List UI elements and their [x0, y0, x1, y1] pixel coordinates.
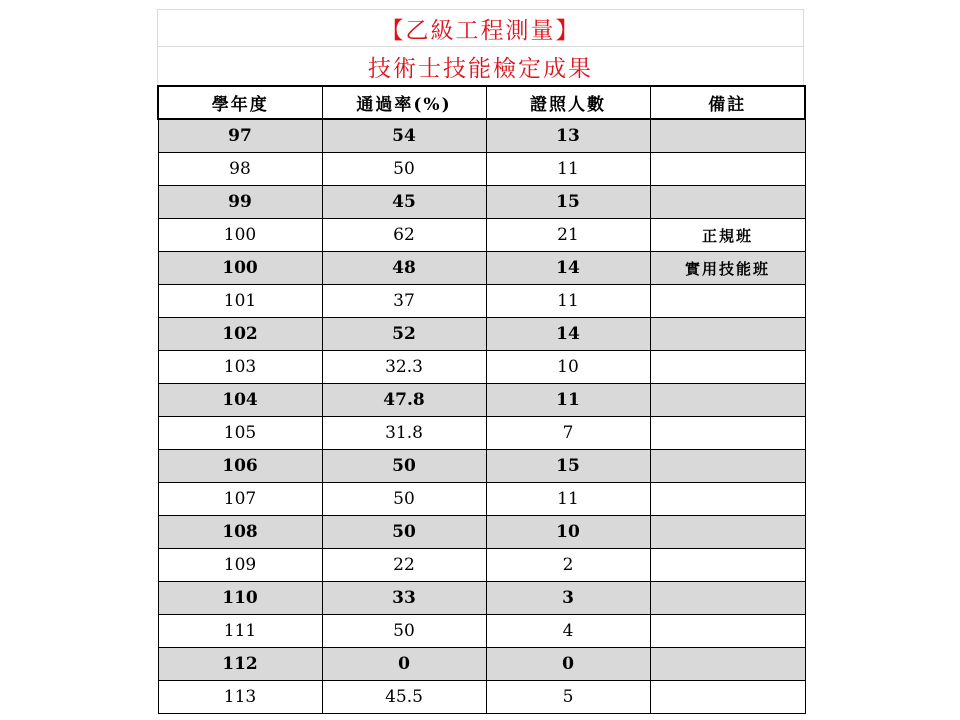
cell-year: 110 [158, 582, 322, 615]
cell-remarks [650, 549, 805, 582]
cell-year: 108 [158, 516, 322, 549]
cell-year: 105 [158, 417, 322, 450]
cell-pass-rate: 54 [322, 119, 486, 153]
cell-remarks [650, 648, 805, 681]
cell-year: 106 [158, 450, 322, 483]
cell-year: 111 [158, 615, 322, 648]
cell-pass-rate: 50 [322, 450, 486, 483]
cell-year: 101 [158, 285, 322, 318]
spreadsheet [157, 9, 804, 714]
cell-certificate-count: 5 [486, 681, 650, 714]
table-row [158, 450, 805, 483]
cell-year: 112 [158, 648, 322, 681]
cell-pass-rate: 31.8 [322, 417, 486, 450]
cell-remarks [650, 285, 805, 318]
cell-certificate-count: 10 [486, 516, 650, 549]
cell-year: 102 [158, 318, 322, 351]
table-row [158, 648, 805, 681]
header-pass-rate: 通過率(%) [322, 86, 486, 119]
cell-remarks [650, 516, 805, 549]
cell-pass-rate: 22 [322, 549, 486, 582]
cell-pass-rate: 47.8 [322, 384, 486, 417]
cell-pass-rate: 48 [322, 252, 486, 285]
cell-pass-rate: 62 [322, 219, 486, 252]
cell-pass-rate: 52 [322, 318, 486, 351]
cell-certificate-count: 0 [486, 648, 650, 681]
cell-certificate-count: 3 [486, 582, 650, 615]
header-year: 學年度 [158, 86, 322, 119]
table-row [158, 318, 805, 351]
table-row [158, 417, 805, 450]
cell-certificate-count: 11 [486, 483, 650, 516]
cell-certificate-count: 14 [486, 318, 650, 351]
table-row [158, 153, 805, 186]
cell-pass-rate: 32.3 [322, 351, 486, 384]
cell-year: 103 [158, 351, 322, 384]
table-row [158, 582, 805, 615]
cell-certificate-count: 11 [486, 153, 650, 186]
cell-year: 109 [158, 549, 322, 582]
cell-certificate-count: 21 [486, 219, 650, 252]
table-row [158, 516, 805, 549]
cell-certificate-count: 7 [486, 417, 650, 450]
cell-pass-rate: 33 [322, 582, 486, 615]
cell-remarks [650, 351, 805, 384]
cell-remarks [650, 119, 805, 153]
table-row [158, 219, 805, 252]
table-row [158, 351, 805, 384]
cell-remarks [650, 681, 805, 714]
cell-certificate-count: 13 [486, 119, 650, 153]
cell-remarks [650, 615, 805, 648]
table-row [158, 186, 805, 219]
header-certificate-count: 證照人數 [486, 86, 650, 119]
cell-remarks [650, 384, 805, 417]
cell-remarks [650, 417, 805, 450]
cell-year: 100 [158, 219, 322, 252]
cell-remarks [650, 186, 805, 219]
cell-year: 104 [158, 384, 322, 417]
cell-pass-rate: 50 [322, 483, 486, 516]
cell-year: 97 [158, 119, 322, 153]
cell-remarks [650, 153, 805, 186]
cell-certificate-count: 11 [486, 285, 650, 318]
cell-pass-rate: 45.5 [322, 681, 486, 714]
cell-remarks: 正規班 [650, 219, 805, 252]
cell-pass-rate: 50 [322, 615, 486, 648]
cell-year: 107 [158, 483, 322, 516]
cell-pass-rate: 50 [322, 516, 486, 549]
cell-pass-rate: 45 [322, 186, 486, 219]
table-row [158, 384, 805, 417]
cell-pass-rate: 50 [322, 153, 486, 186]
table-row [158, 252, 805, 285]
cell-remarks: 實用技能班 [650, 252, 805, 285]
table-row [158, 681, 805, 714]
cell-certificate-count: 2 [486, 549, 650, 582]
cell-year: 99 [158, 186, 322, 219]
cell-certificate-count: 10 [486, 351, 650, 384]
cell-certificate-count: 15 [486, 186, 650, 219]
table-row [158, 615, 805, 648]
cell-remarks [650, 450, 805, 483]
cell-remarks [650, 582, 805, 615]
sheet-title: 【乙級工程測量】 [157, 9, 804, 47]
table-row [158, 483, 805, 516]
header-remarks: 備註 [650, 86, 805, 119]
sheet-subtitle: 技術士技能檢定成果 [157, 47, 804, 85]
table-row [158, 119, 805, 153]
cell-year: 100 [158, 252, 322, 285]
cell-pass-rate: 37 [322, 285, 486, 318]
cell-remarks [650, 483, 805, 516]
results-table [157, 85, 806, 714]
cell-certificate-count: 14 [486, 252, 650, 285]
header-row [158, 86, 805, 119]
cell-year: 98 [158, 153, 322, 186]
cell-pass-rate: 0 [322, 648, 486, 681]
cell-certificate-count: 15 [486, 450, 650, 483]
cell-year: 113 [158, 681, 322, 714]
table-row [158, 549, 805, 582]
cell-certificate-count: 11 [486, 384, 650, 417]
table-row [158, 285, 805, 318]
cell-remarks [650, 318, 805, 351]
cell-certificate-count: 4 [486, 615, 650, 648]
